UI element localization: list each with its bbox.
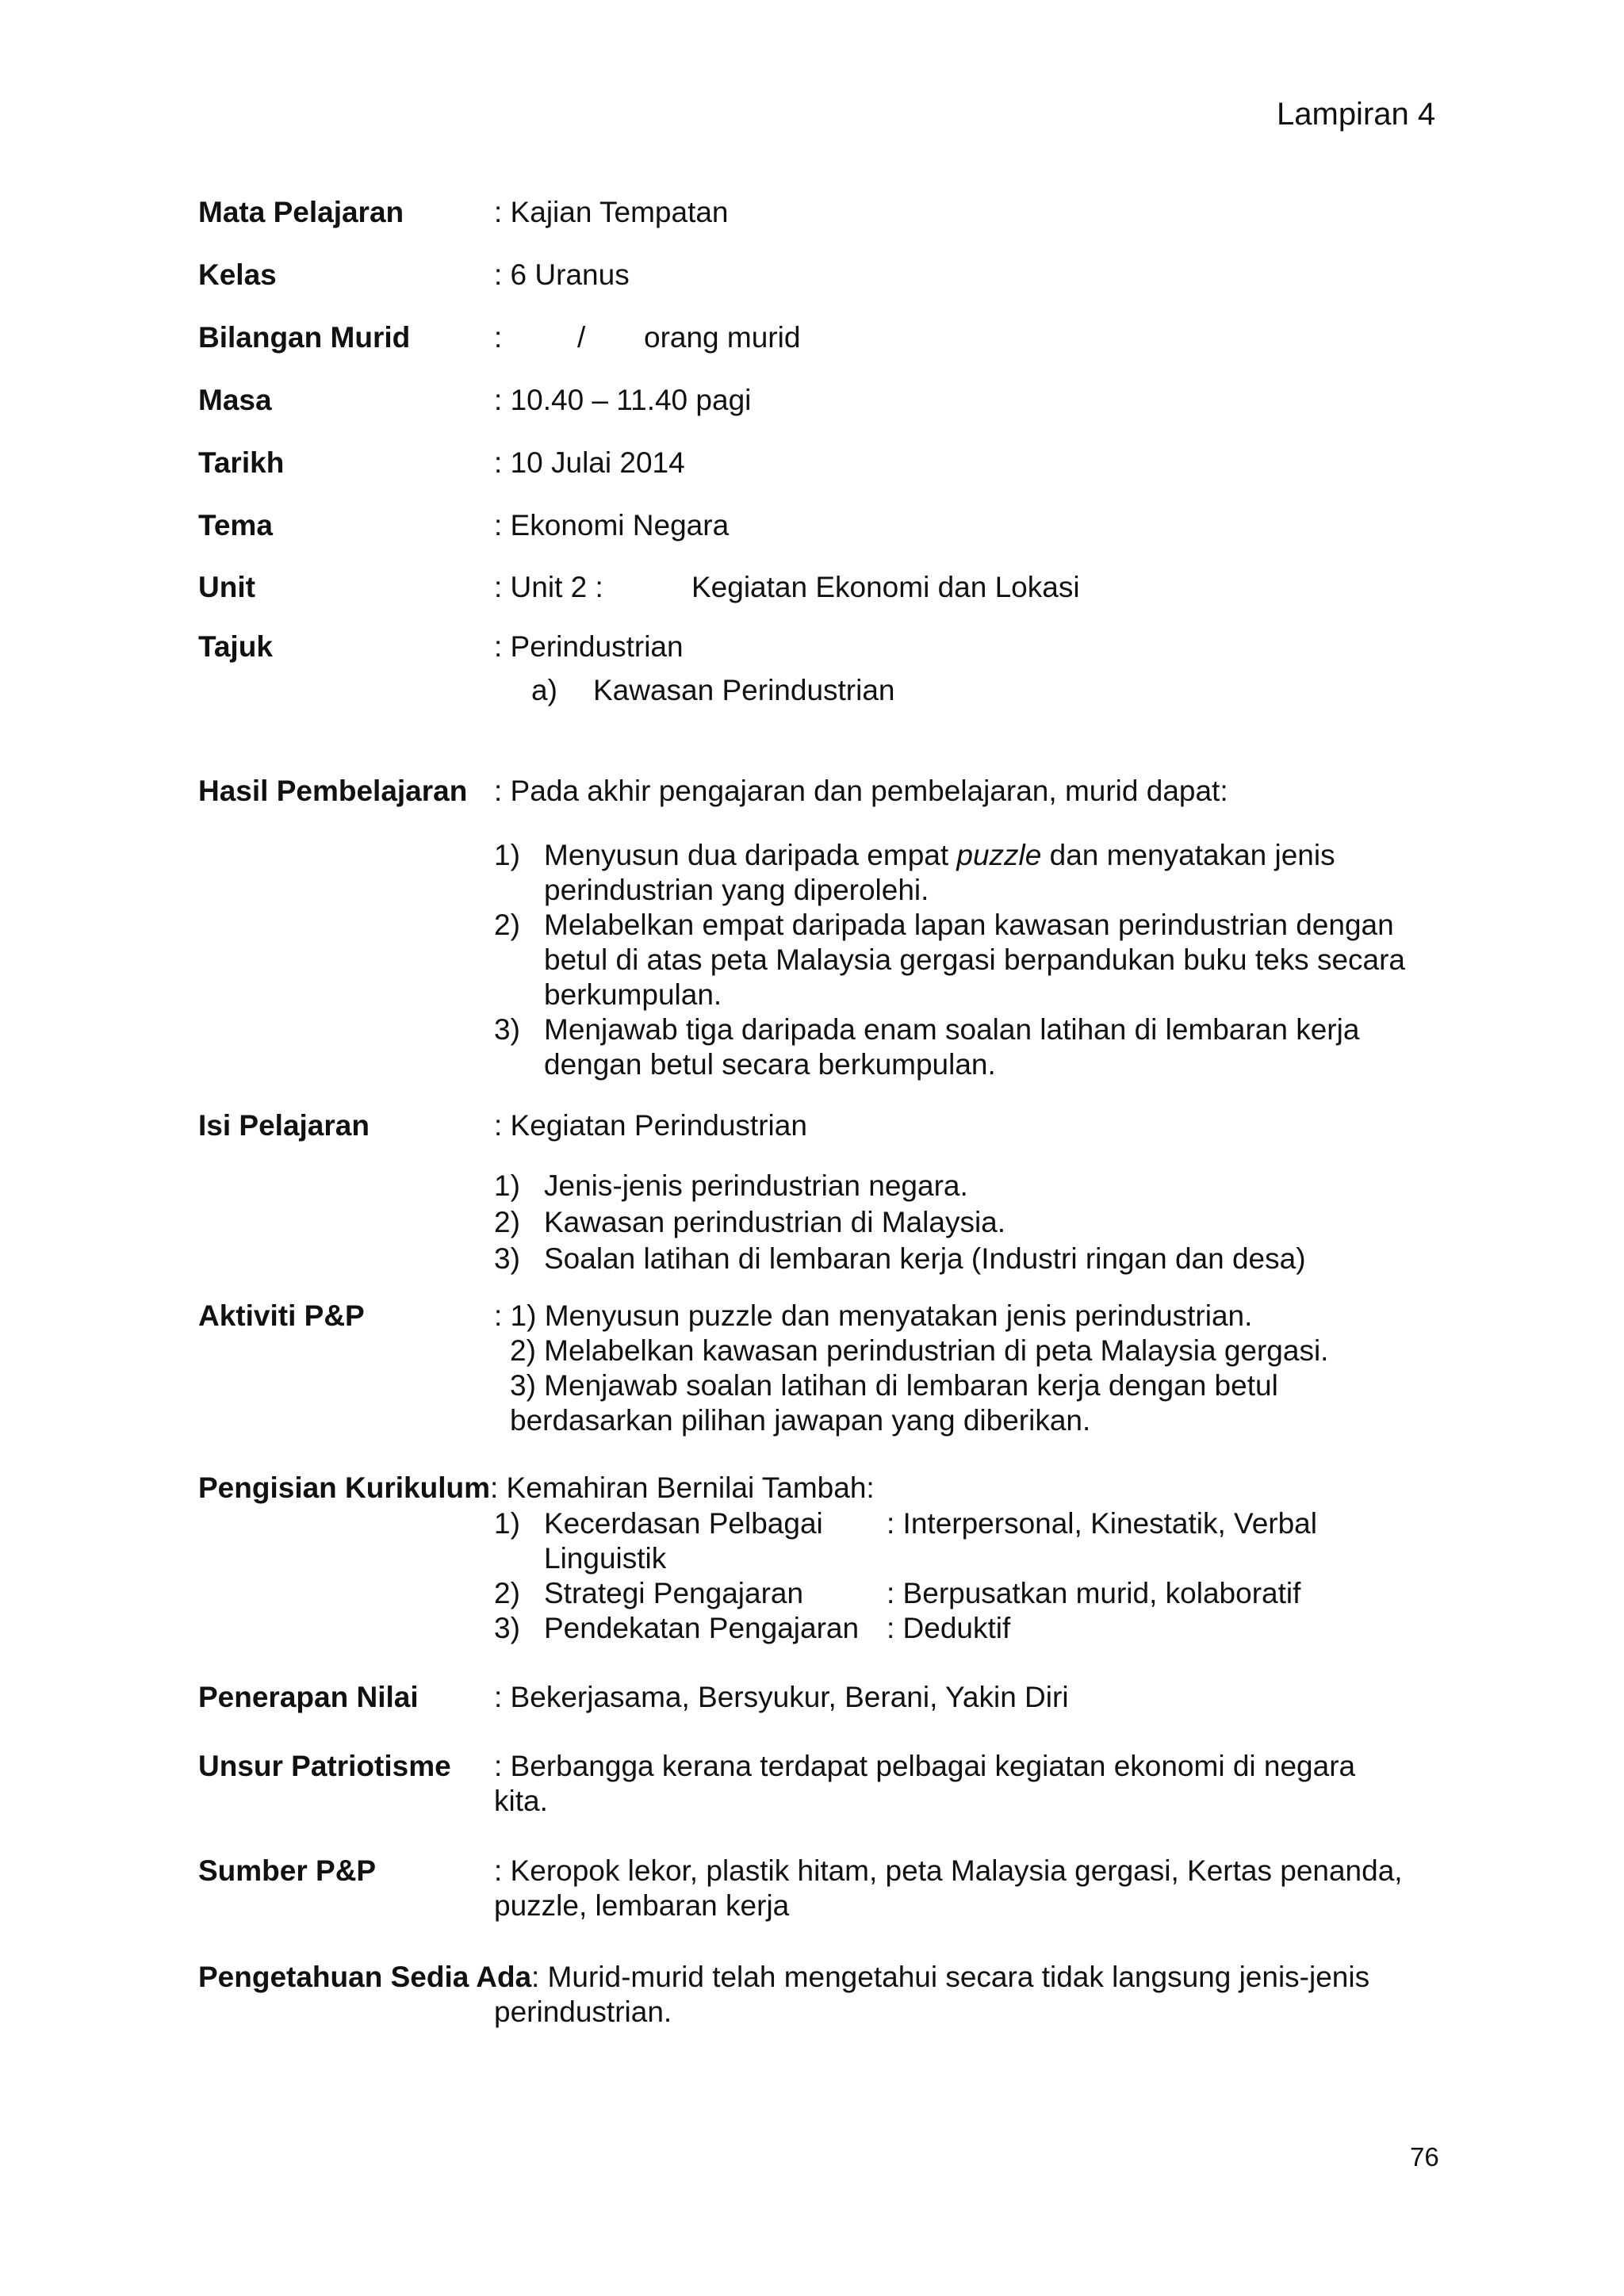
content-label: Isi Pelajaran — [198, 1109, 370, 1142]
learning-outcomes-intro: : Pada akhir pengajaran dan pembelajaran, murid dapat: — [494, 775, 1228, 807]
curriculum-item-name: Pendekatan Pengajaran — [544, 1612, 860, 1644]
class-value: : 6 Uranus — [494, 258, 630, 291]
students-colon: : — [494, 321, 503, 354]
curriculum-item-value: : Berpusatkan murid, kolaboratif — [887, 1577, 1301, 1609]
resources-label: Sumber P&P — [198, 1854, 377, 1887]
curriculum-number: 1) — [494, 1507, 520, 1540]
subject-value: : Kajian Tempatan — [494, 196, 729, 228]
students-label: Bilangan Murid — [198, 321, 411, 354]
attachment-label: Lampiran 4 — [1277, 97, 1436, 132]
topic-sub-text: Kawasan Perindustrian — [593, 674, 895, 706]
prior-knowledge-label: Pengetahuan Sedia Ada — [198, 1961, 532, 1993]
unit-value: : Unit 2 : — [494, 571, 603, 603]
content-number: 1) — [494, 1169, 520, 1202]
outcome-number: 1) — [494, 839, 520, 871]
activities-line-3: 3) Menjawab soalan latihan di lembaran kerja dengan betul — [510, 1369, 1278, 1402]
activities-line-1: : 1) Menyusun puzzle dan menyatakan jenis perindustrian. — [494, 1299, 1253, 1332]
date-value: : 10 Julai 2014 — [494, 446, 685, 479]
theme-label: Tema — [198, 509, 273, 541]
content-item: Jenis-jenis perindustrian negara. — [544, 1169, 968, 1202]
curriculum-number: 2) — [494, 1577, 520, 1609]
outcome-item-3-line-1: Menjawab tiga daripada enam soalan latihan di lembaran kerja — [544, 1013, 1360, 1046]
theme-value: : Ekonomi Negara — [494, 509, 730, 541]
content-intro: : Kegiatan Perindustrian — [494, 1109, 807, 1142]
outcome-item-1-line-2: perindustrian yang diperolehi. — [544, 874, 929, 906]
outcome-number: 3) — [494, 1013, 520, 1046]
content-number: 3) — [494, 1242, 520, 1275]
resources-line-2: puzzle, lembaran kerja — [494, 1889, 790, 1922]
content-item: Soalan latihan di lembaran kerja (Industri ringan dan desa) — [544, 1242, 1306, 1275]
outcome-item-2-line-2: betul di atas peta Malaysia gergasi berpandukan buku teks secara — [544, 943, 1406, 976]
unit-name: Kegiatan Ekonomi dan Lokasi — [691, 571, 1080, 603]
students-value: orang murid — [644, 321, 801, 354]
curriculum-item-value: : Interpersonal, Kinestatik, Verbal — [887, 1507, 1317, 1540]
activities-line-4: berdasarkan pilihan jawapan yang diberikan. — [510, 1404, 1091, 1437]
values-value: : Bekerjasama, Bersyukur, Berani, Yakin Diri — [494, 1681, 1069, 1713]
outcome-item-1-line-1: Menyusun dua daripada empat puzzle dan menyatakan jenis — [544, 839, 1335, 871]
curriculum-item-value: : Deduktif — [887, 1612, 1011, 1644]
patriotism-label: Unsur Patriotisme — [198, 1750, 451, 1782]
content-item: Kawasan perindustrian di Malaysia. — [544, 1206, 1006, 1238]
time-label: Masa — [198, 384, 272, 416]
curriculum-label: Pengisian Kurikulum — [198, 1471, 491, 1504]
class-label: Kelas — [198, 258, 277, 291]
resources-line-1: : Keropok lekor, plastik hitam, peta Malaysia gergasi, Kertas penanda, — [494, 1854, 1403, 1887]
outcome-item-2-line-3: berkumpulan. — [544, 978, 722, 1011]
values-label: Penerapan Nilai — [198, 1681, 419, 1713]
topic-value: : Perindustrian — [494, 630, 684, 663]
patriotism-line-2: kita. — [494, 1785, 548, 1817]
curriculum-item-cont: Linguistik — [544, 1542, 667, 1575]
page-number: 76 — [1410, 2142, 1439, 2172]
curriculum-item-name: Kecerdasan Pelbagai — [544, 1507, 823, 1540]
content-number: 2) — [494, 1206, 520, 1238]
outcome-item-3-line-2: dengan betul secara berkumpulan. — [544, 1048, 996, 1081]
outcome-item-2-line-1: Melabelkan empat daripada lapan kawasan perindustrian dengan — [544, 909, 1394, 941]
learning-outcomes-label: Hasil Pembelajaran — [198, 775, 468, 807]
curriculum-intro: : Kemahiran Bernilai Tambah: — [490, 1471, 875, 1504]
date-label: Tarikh — [198, 446, 285, 479]
outcome-number: 2) — [494, 909, 520, 941]
time-value: : 10.40 – 11.40 pagi — [494, 384, 752, 416]
students-slash: / — [577, 321, 586, 354]
topic-label: Tajuk — [198, 630, 273, 663]
curriculum-number: 3) — [494, 1612, 520, 1644]
prior-knowledge-line-2: perindustrian. — [494, 1996, 672, 2028]
activities-line-2: 2) Melabelkan kawasan perindustrian di peta Malaysia gergasi. — [510, 1334, 1329, 1367]
unit-label: Unit — [198, 571, 255, 603]
activities-label: Aktiviti P&P — [198, 1299, 365, 1332]
patriotism-line-1: : Berbangga kerana terdapat pelbagai kegiatan ekonomi di negara — [494, 1750, 1356, 1782]
curriculum-item-name: Strategi Pengajaran — [544, 1577, 804, 1609]
topic-sub-marker: a) — [531, 674, 557, 706]
prior-knowledge-line-1: : Murid-murid telah mengetahui secara tidak langsung jenis-jenis — [531, 1961, 1370, 1993]
subject-label: Mata Pelajaran — [198, 196, 404, 228]
